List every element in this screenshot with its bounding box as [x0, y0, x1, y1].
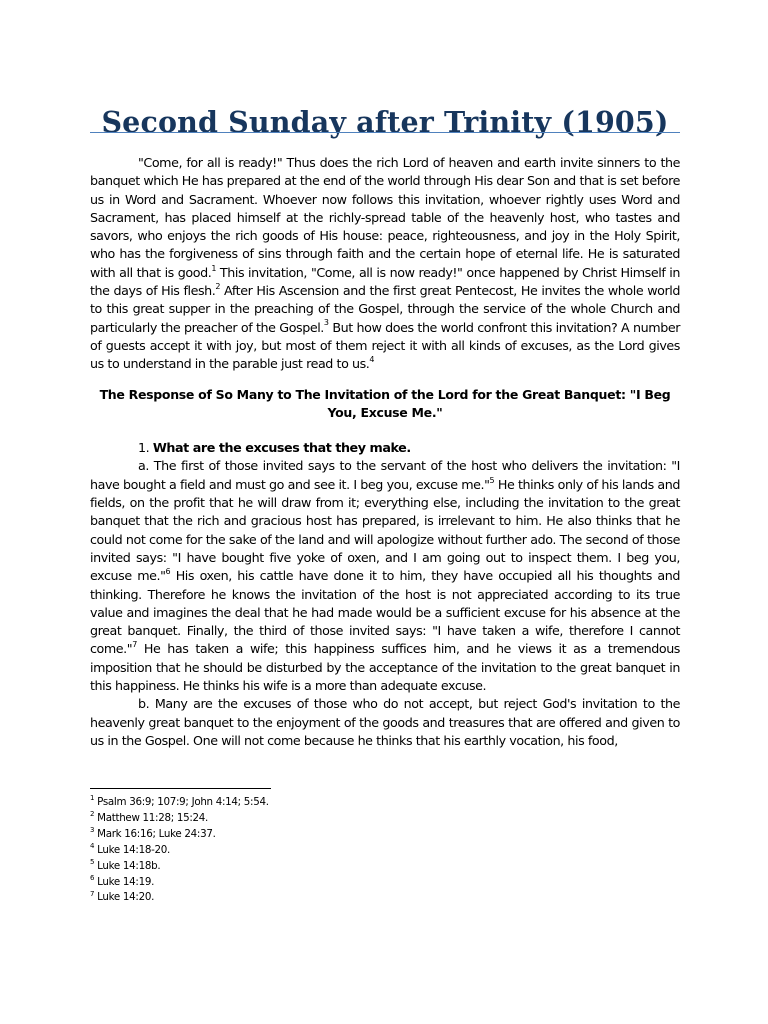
- point-1-number: 1.: [138, 440, 153, 456]
- footnote-item: [90, 890, 490, 906]
- footnote-number: 7: [90, 889, 95, 898]
- footnote-separator: [90, 788, 271, 789]
- footnote-ref-4[interactable]: 4: [369, 355, 375, 365]
- page-title: Second Sunday after Trinity (1905): [101, 105, 669, 140]
- footnote-ref-5[interactable]: 5: [489, 475, 495, 485]
- para-a-text-1: a. The first of those invited says to the servant of the host who delivers the invitation: "I have bought a field and must go and see it. I beg you, excuse me.": [90, 458, 680, 492]
- footnote-ref-3[interactable]: 3: [323, 318, 329, 328]
- paragraph-b: b. Many are the excuses of those who do not accept, but reject God's invitation to the heavenly great banquet to the enjoyment of the goods and treasures that are offered and given to us in the Gospel. One will not come because he thinks that his earthly vocation, his food,: [90, 696, 680, 748]
- footnote-ref-1[interactable]: 1: [211, 263, 216, 273]
- footnote-text: Luke 14:18-20.: [94, 843, 170, 856]
- footnote-number: 4: [90, 841, 95, 850]
- para-a-text-4: He has taken a wife; this happiness suffices him, and he views it as a tremendous imposition that he should be disturbed by the acceptance of the invitation to the great banquet in this happiness. He thinks his wife is a more than adequate excuse.: [90, 641, 680, 694]
- footnote-item: [90, 811, 490, 827]
- footnote-text: Matthew 11:28; 15:24.: [94, 811, 209, 824]
- footnote-item: [90, 843, 490, 859]
- footnote-ref-2[interactable]: 2: [215, 281, 221, 291]
- footnote-item: [90, 859, 490, 875]
- intro-text-3: After His Ascension and the first great Pentecost, He invites the whole world to this great supper in the preaching of the Gospel, through the service of the whole Church and particularly the preacher of the Gospel.: [90, 283, 681, 335]
- title-divider: [90, 132, 680, 133]
- point-1-title: What are the excuses that they make.: [152, 440, 411, 456]
- section-heading: The Response of So Many to The Invitation of the Lord for the Great Banquet: "I Beg You, Excuse Me.": [99, 386, 671, 420]
- footnote-number: 2: [90, 809, 95, 818]
- point-1-heading: [90, 439, 680, 457]
- footnote-text: Psalm 36:9; 107:9; John 4:14; 5:54.: [94, 796, 269, 808]
- para-a-text-2: He thinks only of his lands and fields, on the profit that he will draw from it; everything else, including the invitation to the great banquet that the rich and gracious host has prepared, is irrelevant to him. He also thinks that he could not come for the sake of the land and will apologize without further ado. The second of those invited says: "I have bought five yoke of oxen, and I am going out to inspect them. I beg you, excuse me.": [90, 476, 680, 584]
- footnote-text: Mark 16:16; Luke 24:37.: [94, 827, 216, 840]
- footnote-ref-6[interactable]: 6: [165, 567, 171, 576]
- footnote-text: Luke 14:19.: [94, 875, 155, 888]
- footnote-ref-7[interactable]: 7: [132, 640, 137, 650]
- paragraph-a: [90, 457, 680, 695]
- footnote-item: [90, 827, 490, 843]
- para-a-text-3: His oxen, his cattle have done it to him, they have occupied all his thoughts and thinking. Therefore he knows the invitation of the host is not appreciated according to its true value and imagines the deal that he had made would be a sufficient excuse for his absence at the great banquet. Finally, the third of those invited says: "I have taken a wife, therefore I cannot come.": [90, 568, 680, 657]
- intro-paragraph: [90, 154, 680, 374]
- footnote-number: 3: [90, 825, 95, 834]
- intro-text-4: But how does the world confront this invitation? A number of guests accept it with joy, but most of them reject it with all kinds of excuses, as the Lord gives us to understand in the parable just read to us.: [90, 319, 680, 372]
- footnote-number: 6: [90, 873, 95, 882]
- document-body: [90, 154, 680, 750]
- footnote-number: 5: [90, 857, 95, 866]
- footnote-item: [90, 795, 490, 811]
- footnote-number: 1: [90, 794, 95, 803]
- footnote-text: Luke 14:20.: [94, 891, 155, 904]
- footnotes: [90, 795, 490, 906]
- footnote-item: [90, 875, 490, 891]
- intro-text-1: "Come, for all is ready!" Thus does the rich Lord of heaven and earth invite sinners to the banquet which He has prepared at the end of the world through His dear Son and that is set before us in Word and Sacrament. Whoever now follows this invitation, whoever rightly uses Word and Sacrament, has placed himself at the richly-spread table of the heavenly host, who tastes and savors, who enjoys the rich goods of His house: peace, righteousness, and joy in the Holy Spirit, who has the forgiveness of sins through faith and the certain hope of eternal life. He is saturated with all that is good.: [90, 155, 680, 280]
- intro-text-2: This invitation, "Come, all is now ready!" once happened by Christ Himself in the days of His flesh.: [90, 264, 680, 299]
- footnote-text: Luke 14:18b.: [94, 859, 161, 872]
